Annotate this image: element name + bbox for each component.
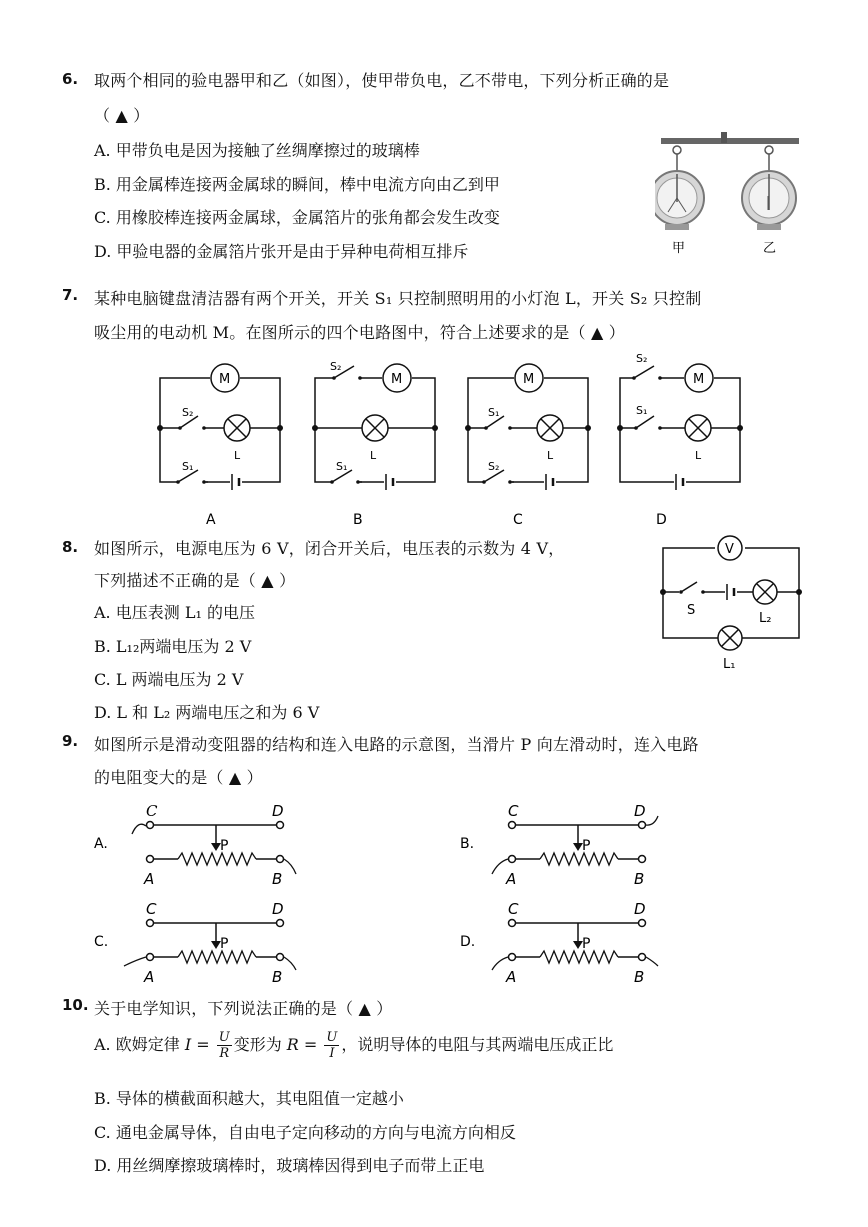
question-8-option-c: C. L 两端电压为 2 V xyxy=(94,670,244,689)
svg-text:L: L xyxy=(234,449,241,462)
circuit-diagrams-q7 xyxy=(150,350,750,530)
question-8-option-a: A. 电压表测 L₁ 的电压 xyxy=(94,603,255,622)
svg-text:A: A xyxy=(144,968,155,986)
question-6-number: 6. xyxy=(62,70,79,88)
svg-text:B: B xyxy=(272,968,283,986)
svg-text:L: L xyxy=(370,449,377,462)
svg-text:D: D xyxy=(634,802,646,820)
svg-text:A: A xyxy=(506,870,517,888)
lamp-l1-label: L₁ xyxy=(723,657,736,672)
electroscope-jia xyxy=(655,146,704,230)
question-7-stem-line2: 吸尘用的电动机 M。在图所示的四个电路图中，符合上述要求的是（ ▲ ） xyxy=(94,323,625,342)
svg-text:P: P xyxy=(220,838,229,854)
svg-text:D: D xyxy=(634,900,646,918)
svg-text:P: P xyxy=(582,936,591,952)
svg-text:S₂: S₂ xyxy=(330,360,342,373)
svg-text:B: B xyxy=(634,870,645,888)
label-yi: 乙 xyxy=(763,241,777,256)
svg-text:P: P xyxy=(220,936,229,952)
question-10-number: 10. xyxy=(62,996,89,1014)
svg-text:C: C xyxy=(146,802,158,820)
question-8-option-b: B. L₁₂两端电压为 2 V xyxy=(94,637,252,656)
question-6-stem-line1: 取两个相同的验电器甲和乙（如图），使甲带负电，乙不带电，下列分析正确的是 xyxy=(94,71,670,90)
svg-text:S₁: S₁ xyxy=(182,460,194,473)
circuit-label-b: B xyxy=(353,512,363,528)
question-10-option-d: D. 用丝绸摩擦玻璃棒时，玻璃棒因得到电子而带上正电 xyxy=(94,1156,485,1175)
circuit-b xyxy=(312,360,438,528)
svg-text:C: C xyxy=(508,900,519,918)
svg-text:L: L xyxy=(695,449,702,462)
question-10-stem: 关于电学知识，下列说法正确的是（ ▲ ） xyxy=(94,999,393,1018)
svg-text:B: B xyxy=(272,870,283,888)
svg-text:S₁: S₁ xyxy=(488,406,500,419)
voltmeter-label: V xyxy=(725,542,734,557)
question-6-option-d: D. 甲验电器的金属箔片张开是由于异种电荷相互排斥 xyxy=(94,242,469,261)
svg-text:L: L xyxy=(547,449,554,462)
label-jia: 甲 xyxy=(672,241,686,256)
fraction-u-over-i: $\frac{U}{I}$ xyxy=(326,1030,338,1061)
svg-text:A: A xyxy=(144,870,155,888)
svg-text:A: A xyxy=(506,968,517,986)
svg-text:D: D xyxy=(272,900,284,918)
circuit-diagram-q8 xyxy=(655,530,805,680)
svg-text:A.: A. xyxy=(94,836,108,852)
svg-text:D: D xyxy=(272,802,284,820)
rheostat-option-a xyxy=(94,802,296,888)
svg-text:M: M xyxy=(523,372,535,387)
question-7-stem-line1: 某种电脑键盘清洁器有两个开关，开关 S₁ 只控制照明用的小灯泡 L，开关 S₂ 只控制 xyxy=(94,289,702,308)
question-10-option-a: A. 欧姆定律 I = $\frac{U}{R}$ 变形为 R = $\frac{U}{I}$ ，说明导体的电阻与其两端电压成正比 xyxy=(94,1030,614,1061)
rheostat-option-b xyxy=(460,802,658,888)
svg-text:S₂: S₂ xyxy=(182,406,194,419)
svg-text:B: B xyxy=(634,968,645,986)
electroscope-yi xyxy=(742,146,796,230)
question-8-number: 8. xyxy=(62,538,79,556)
svg-text:C: C xyxy=(146,900,157,918)
svg-text:S₁: S₁ xyxy=(336,460,348,473)
electroscope-figure xyxy=(655,130,805,258)
question-6-stem-line2: （ ▲ ） xyxy=(94,106,150,125)
question-10-option-c: C. 通电金属导体，自由电子定向移动的方向与电流方向相反 xyxy=(94,1123,516,1142)
circuit-label-d: D xyxy=(656,512,667,528)
circuit-d xyxy=(617,352,743,528)
svg-text:S₂: S₂ xyxy=(636,352,648,365)
svg-text:M: M xyxy=(693,372,705,387)
fraction-u-over-r: $\frac{U}{R}$ xyxy=(218,1030,230,1061)
question-6-option-b: B. 用金属棒连接两金属球的瞬间，棒中电流方向由乙到甲 xyxy=(94,175,500,194)
svg-text:S₂: S₂ xyxy=(488,460,500,473)
question-8-stem-line1: 如图所示，电源电压为 6 V，闭合开关后，电压表的示数为 4 V， xyxy=(94,539,565,558)
question-9-stem-line1: 如图所示是滑动变阻器的结构和连入电路的示意图，当滑片 P 向左滑动时，连入电路 xyxy=(94,735,699,754)
circuit-label-c: C xyxy=(513,512,523,528)
rheostat-option-c xyxy=(94,900,296,986)
rheostat-option-d xyxy=(460,900,658,986)
question-8-option-d: D. L 和 L₂ 两端电压之和为 6 V xyxy=(94,703,320,722)
circuit-c xyxy=(465,364,591,528)
question-7-number: 7. xyxy=(62,286,79,304)
question-6-option-a: A. 甲带负电是因为接触了丝绸摩擦过的玻璃棒 xyxy=(94,141,420,160)
svg-text:C.: C. xyxy=(94,934,109,950)
circuit-label-a: A xyxy=(206,512,216,528)
svg-text:M: M xyxy=(219,372,231,387)
question-6-option-c: C. 用橡胶棒连接两金属球，金属箔片的张角都会发生改变 xyxy=(94,208,500,227)
svg-text:S₁: S₁ xyxy=(636,404,648,417)
question-9-stem-line2: 的电阻变大的是（ ▲ ） xyxy=(94,768,263,787)
svg-text:M: M xyxy=(391,372,403,387)
rheostat-diagrams-q9 xyxy=(88,798,688,988)
question-8-stem-line2: 下列描述不正确的是（ ▲ ） xyxy=(94,571,296,590)
svg-text:C: C xyxy=(508,802,519,820)
svg-text:B.: B. xyxy=(460,836,475,852)
circuit-a xyxy=(157,364,283,528)
svg-text:P: P xyxy=(582,838,591,854)
question-10-option-b: B. 导体的横截面积越大，其电阻值一定越小 xyxy=(94,1089,404,1108)
question-9-number: 9. xyxy=(62,732,79,750)
svg-text:D.: D. xyxy=(460,934,476,950)
lamp-l2-label: L₂ xyxy=(759,611,772,626)
switch-label: S xyxy=(687,603,696,618)
